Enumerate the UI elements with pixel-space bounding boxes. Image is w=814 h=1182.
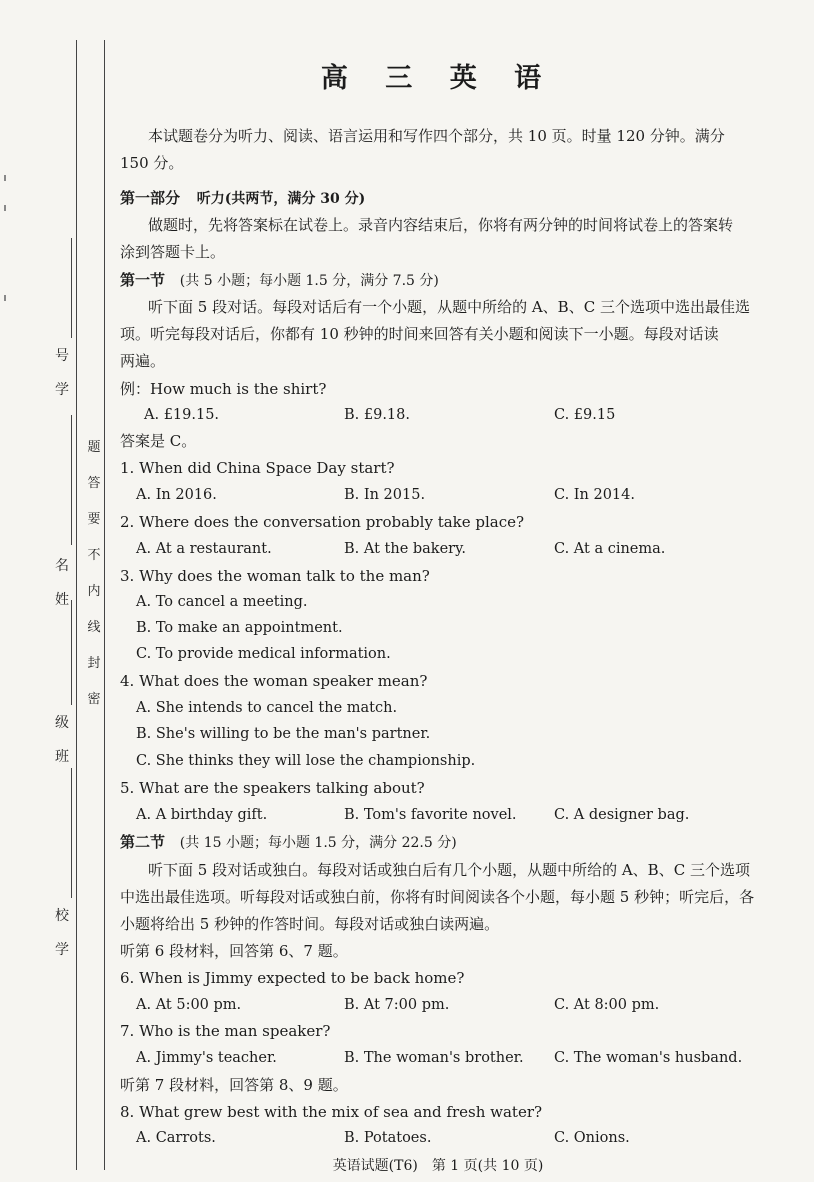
field-char: 班 — [55, 749, 69, 765]
q3-option-b[interactable]: B. To make an appointment. — [136, 620, 343, 636]
q3-option-a[interactable]: A. To cancel a meeting. — [136, 594, 308, 610]
question-1: 1. When did China Space Day start? — [120, 459, 395, 477]
intro-line: 本试题卷分为听力、阅读、语言运用和写作四个部分，共 10 页。时量 120 分钟。满分 — [148, 127, 725, 145]
part-note: 听力(共两节，满分 30 分) — [196, 191, 366, 207]
q7-option-c[interactable]: C. The woman's husband. — [554, 1050, 743, 1066]
q2-option-a[interactable]: A. At a restaurant. — [136, 541, 272, 557]
instruction-line: 听下面 5 段对话。每段对话后有一个小题，从题中所给的 A、B、C 三个选项中选出最佳选 — [148, 298, 750, 316]
question-2: 2. Where does the conversation probably take place? — [120, 513, 525, 531]
example-question: 例：How much is the shirt? — [120, 380, 327, 398]
margin-mark — [4, 175, 6, 181]
field-char: 学 — [55, 942, 69, 958]
q8-option-b[interactable]: B. Potatoes. — [344, 1130, 432, 1146]
section-label: 第二节 — [120, 833, 166, 851]
question-5: 5. What are the speakers talking about? — [120, 779, 425, 797]
part1-heading — [120, 188, 365, 209]
q8-option-c[interactable]: C. Onions. — [554, 1130, 630, 1146]
instruction-line: 项。听完每段对话后，你都有 10 秒钟的时间来回答有关小题和阅读下一小题。每段对话读 — [120, 325, 719, 343]
field-char: 号 — [55, 348, 69, 364]
instruction-line: 小题将给出 5 秒钟的作答时间。每段对话或独白读两遍。 — [120, 915, 500, 933]
q8-option-a[interactable]: A. Carrots. — [136, 1130, 216, 1146]
question-8: 8. What grew best with the mix of sea and fresh water? — [120, 1103, 543, 1121]
question-6: 6. When is Jimmy expected to be back home? — [120, 969, 465, 987]
instruction-line: 两遍。 — [120, 352, 166, 370]
q1-option-c[interactable]: C. In 2014. — [554, 487, 635, 503]
seal-char: 内 — [87, 584, 101, 599]
field-char: 级 — [55, 715, 69, 731]
seal-line-inner — [104, 40, 105, 1170]
school-field — [52, 905, 72, 959]
material-instruction: 听第 6 段材料，回答第 6、7 题。 — [120, 942, 348, 960]
name-field — [52, 555, 72, 609]
seal-char: 题 — [87, 440, 101, 455]
seal-line-outer — [76, 40, 77, 1170]
page-footer: 英语试题(T6) 第 1 页(共 10 页) — [332, 1158, 544, 1174]
question-7: 7. Who is the man speaker? — [120, 1022, 331, 1040]
student-number-field — [52, 345, 72, 399]
seal-notice — [86, 430, 102, 718]
material-instruction: 听第 7 段材料，回答第 8、9 题。 — [120, 1076, 348, 1094]
sealing-margin — [0, 0, 118, 1182]
section-note: (共 5 小题；每小题 1.5 分，满分 7.5 分) — [179, 273, 439, 289]
example-option-c: C. £9.15 — [554, 407, 616, 423]
q7-option-b[interactable]: B. The woman's brother. — [344, 1050, 524, 1066]
q6-option-c[interactable]: C. At 8:00 pm. — [554, 997, 660, 1013]
example-answer: 答案是 C。 — [120, 432, 197, 450]
field-char: 学 — [55, 382, 69, 398]
section1-heading — [120, 270, 439, 291]
section-note: (共 15 小题；每小题 1.5 分，满分 22.5 分) — [179, 835, 457, 851]
margin-mark — [4, 295, 6, 301]
section2-heading — [120, 832, 457, 853]
q1-option-b[interactable]: B. In 2015. — [344, 487, 426, 503]
q5-option-b[interactable]: B. Tom's favorite novel. — [344, 807, 517, 823]
instruction-line: 做题时，先将答案标在试卷上。录音内容结束后，你将有两分钟的时间将试卷上的答案转 — [148, 216, 734, 234]
q5-option-c[interactable]: C. A designer bag. — [554, 807, 690, 823]
q5-option-a[interactable]: A. A birthday gift. — [136, 807, 268, 823]
seal-char: 不 — [87, 548, 101, 563]
margin-mark — [4, 205, 6, 211]
q2-option-b[interactable]: B. At the bakery. — [344, 541, 466, 557]
seal-char: 要 — [87, 512, 101, 527]
seal-char: 密 — [87, 692, 101, 707]
seal-char: 答 — [87, 476, 101, 491]
q4-option-b[interactable]: B. She's willing to be the man's partner. — [136, 726, 431, 742]
field-char: 校 — [55, 908, 69, 924]
q6-option-a[interactable]: A. At 5:00 pm. — [136, 997, 242, 1013]
question-3: 3. Why does the woman talk to the man? — [120, 567, 430, 585]
instruction-line: 听下面 5 段对话或独白。每段对话或独白后有几个小题，从题中所给的 A、B、C 三个选项 — [148, 861, 750, 879]
seal-char: 线 — [87, 620, 101, 635]
intro-line: 150 分。 — [120, 154, 184, 172]
q4-option-a[interactable]: A. She intends to cancel the match. — [136, 700, 398, 716]
field-char: 名 — [55, 558, 69, 574]
section-label: 第一节 — [120, 271, 166, 289]
instruction-line: 中选出最佳选项。听每段对话或独白前，你将有时间阅读各个小题，每小题 5 秒钟；听完后，各 — [120, 888, 755, 906]
q2-option-c[interactable]: C. At a cinema. — [554, 541, 666, 557]
example-option-a: A. £19.15. — [144, 407, 220, 423]
part-label: 第一部分 — [120, 189, 181, 207]
seal-char: 封 — [87, 656, 101, 671]
q7-option-a[interactable]: A. Jimmy's teacher. — [136, 1050, 277, 1066]
q1-option-a[interactable]: A. In 2016. — [136, 487, 217, 503]
instruction-line: 涂到答题卡上。 — [120, 243, 226, 261]
q3-option-c[interactable]: C. To provide medical information. — [136, 646, 391, 662]
page-title: 高 三 英 语 — [320, 63, 556, 94]
example-option-b: B. £9.18. — [344, 407, 410, 423]
q4-option-c[interactable]: C. She thinks they will lose the championship. — [136, 753, 476, 769]
q6-option-b[interactable]: B. At 7:00 pm. — [344, 997, 450, 1013]
question-4: 4. What does the woman speaker mean? — [120, 672, 428, 690]
field-char: 姓 — [55, 592, 69, 608]
class-field — [52, 712, 72, 766]
